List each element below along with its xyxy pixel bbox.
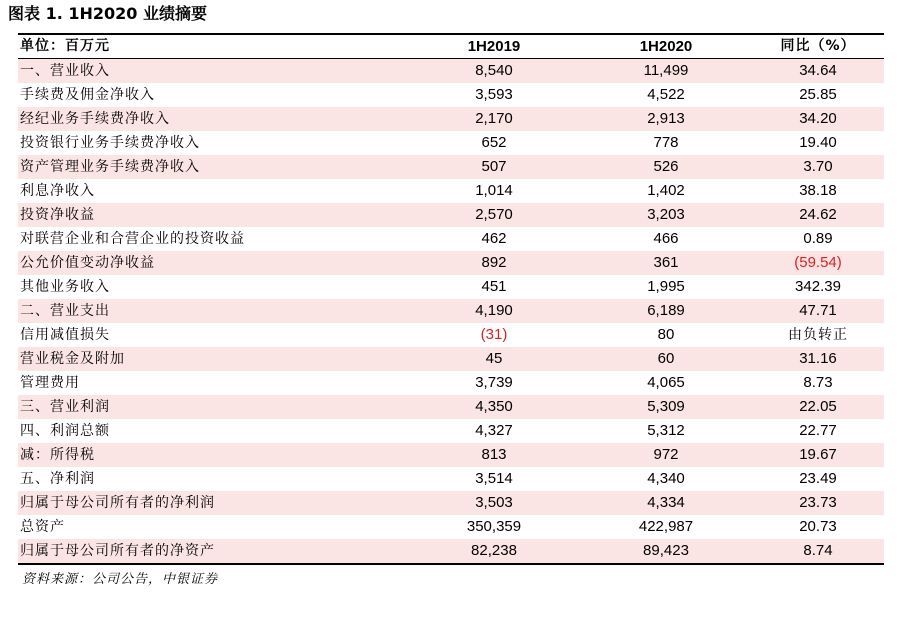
cell-yoy: 由负转正 (788, 327, 848, 343)
cell-yoy: 34.20 (799, 110, 837, 127)
cell-1h2020: 4,522 (647, 86, 685, 103)
figure-title: 图表 1. 1H2020 业绩摘要 (8, 4, 207, 23)
performance-summary-table (18, 33, 884, 565)
cell-1h2020: 4,334 (647, 494, 685, 511)
cell-1h2020: 5,312 (647, 422, 685, 439)
cell-1h2020: 2,913 (647, 110, 685, 127)
row-label: 三、营业利润 (20, 399, 110, 415)
cell-1h2020: 466 (653, 230, 679, 247)
table-header-row (18, 35, 884, 58)
cell-1h2019: 3,593 (475, 86, 513, 103)
cell-yoy: 3.70 (803, 158, 833, 175)
cell-1h2019: 2,170 (475, 110, 513, 127)
cell-yoy: 342.39 (795, 278, 841, 295)
table-row (18, 515, 884, 539)
cell-1h2020: 5,309 (647, 398, 685, 415)
table-row (18, 539, 884, 563)
row-label: 投资银行业务手续费净收入 (20, 135, 200, 151)
table-row (18, 299, 884, 323)
cell-yoy: 38.18 (799, 182, 837, 199)
table-row (18, 275, 884, 299)
row-label: 资产管理业务手续费净收入 (20, 159, 200, 175)
cell-yoy: 47.71 (799, 302, 837, 319)
cell-yoy: 23.49 (799, 470, 837, 487)
table-row (18, 419, 884, 443)
cell-1h2019: 45 (485, 350, 503, 367)
cell-yoy: 0.89 (803, 230, 833, 247)
cell-yoy: 23.73 (799, 494, 837, 511)
cell-yoy: 22.77 (799, 422, 837, 439)
cell-1h2019: 2,570 (475, 206, 513, 223)
row-label: 减：所得税 (20, 447, 95, 463)
cell-1h2019: 652 (481, 134, 507, 151)
cell-1h2019: 462 (481, 230, 507, 247)
row-label: 其他业务收入 (20, 279, 110, 295)
table-row (18, 443, 884, 467)
table-row (18, 395, 884, 419)
cell-1h2019: 813 (481, 446, 507, 463)
table-row (18, 323, 884, 347)
cell-1h2020: 80 (657, 326, 675, 343)
row-label: 对联营企业和合营企业的投资收益 (20, 231, 245, 247)
cell-1h2020: 4,340 (647, 470, 685, 487)
table-row (18, 371, 884, 395)
row-label: 经纪业务手续费净收入 (20, 111, 170, 127)
row-label: 利息净收入 (20, 183, 95, 199)
cell-yoy: 19.40 (799, 134, 837, 151)
row-label: 归属于母公司所有者的净利润 (20, 495, 215, 511)
cell-1h2020: 11,499 (643, 62, 689, 79)
cell-1h2020: 4,065 (647, 374, 685, 391)
cell-1h2019: 4,190 (475, 302, 513, 319)
cell-1h2020: 60 (657, 350, 675, 367)
cell-1h2020: 972 (653, 446, 679, 463)
table-row (18, 131, 884, 155)
table-row (18, 107, 884, 131)
row-label: 公允价值变动净收益 (20, 255, 155, 271)
row-label: 总资产 (20, 519, 65, 535)
cell-1h2019: 3,503 (475, 494, 513, 511)
cell-1h2019: 4,350 (475, 398, 513, 415)
cell-yoy: 25.85 (799, 86, 837, 103)
table-row (18, 227, 884, 251)
header-1h2019: 1H2019 (467, 38, 521, 55)
row-label: 信用减值损失 (20, 327, 110, 343)
row-label: 投资净收益 (20, 207, 95, 223)
cell-yoy: 22.05 (799, 398, 837, 415)
cell-1h2019: 82,238 (471, 542, 517, 559)
table-row (18, 155, 884, 179)
cell-1h2020: 1,402 (647, 182, 685, 199)
table-bottom-rule (18, 563, 884, 565)
row-label: 二、营业支出 (20, 303, 110, 319)
cell-yoy: 34.64 (799, 62, 837, 79)
table-body (18, 59, 884, 563)
row-label: 手续费及佣金净收入 (20, 87, 155, 103)
cell-1h2020: 6,189 (647, 302, 685, 319)
cell-1h2019: 892 (481, 254, 507, 271)
cell-1h2020: 3,203 (647, 206, 685, 223)
cell-yoy: 31.16 (799, 350, 837, 367)
cell-yoy: 20.73 (799, 518, 837, 535)
cell-1h2020: 1,995 (647, 278, 685, 295)
cell-1h2019: 507 (481, 158, 507, 175)
row-label: 营业税金及附加 (20, 351, 125, 367)
row-label: 四、利润总额 (20, 423, 110, 439)
cell-1h2019: 3,739 (475, 374, 513, 391)
cell-1h2019: (31) (480, 326, 508, 343)
table-row (18, 203, 884, 227)
cell-yoy: 19.67 (799, 446, 837, 463)
source-note: 资料来源：公司公告，中银证券 (22, 572, 219, 587)
row-label: 一、营业收入 (20, 63, 110, 79)
row-label: 归属于母公司所有者的净资产 (20, 543, 215, 559)
table-row (18, 347, 884, 371)
cell-1h2020: 422,987 (638, 518, 694, 535)
table-row (18, 467, 884, 491)
cell-1h2019: 350,359 (466, 518, 522, 535)
cell-1h2019: 451 (481, 278, 507, 295)
row-label: 五、净利润 (20, 471, 95, 487)
table-row (18, 179, 884, 203)
cell-1h2019: 8,540 (475, 62, 513, 79)
cell-1h2019: 4,327 (475, 422, 513, 439)
cell-1h2020: 526 (653, 158, 679, 175)
cell-yoy: 8.73 (803, 374, 833, 391)
cell-1h2019: 3,514 (475, 470, 513, 487)
header-1h2020: 1H2020 (639, 38, 693, 55)
cell-yoy: 24.62 (799, 206, 837, 223)
cell-yoy: 8.74 (803, 542, 833, 559)
header-unit-label: 单位：百万元 (20, 38, 110, 54)
table-row (18, 59, 884, 83)
row-label: 管理费用 (20, 375, 80, 391)
cell-1h2020: 89,423 (643, 542, 689, 559)
cell-1h2019: 1,014 (475, 182, 513, 199)
cell-yoy: (59.54) (794, 254, 842, 271)
cell-1h2020: 778 (653, 134, 679, 151)
table-row (18, 491, 884, 515)
table-row (18, 251, 884, 275)
cell-1h2020: 361 (653, 254, 679, 271)
table-row (18, 83, 884, 107)
header-yoy: 同比（%） (780, 38, 856, 54)
